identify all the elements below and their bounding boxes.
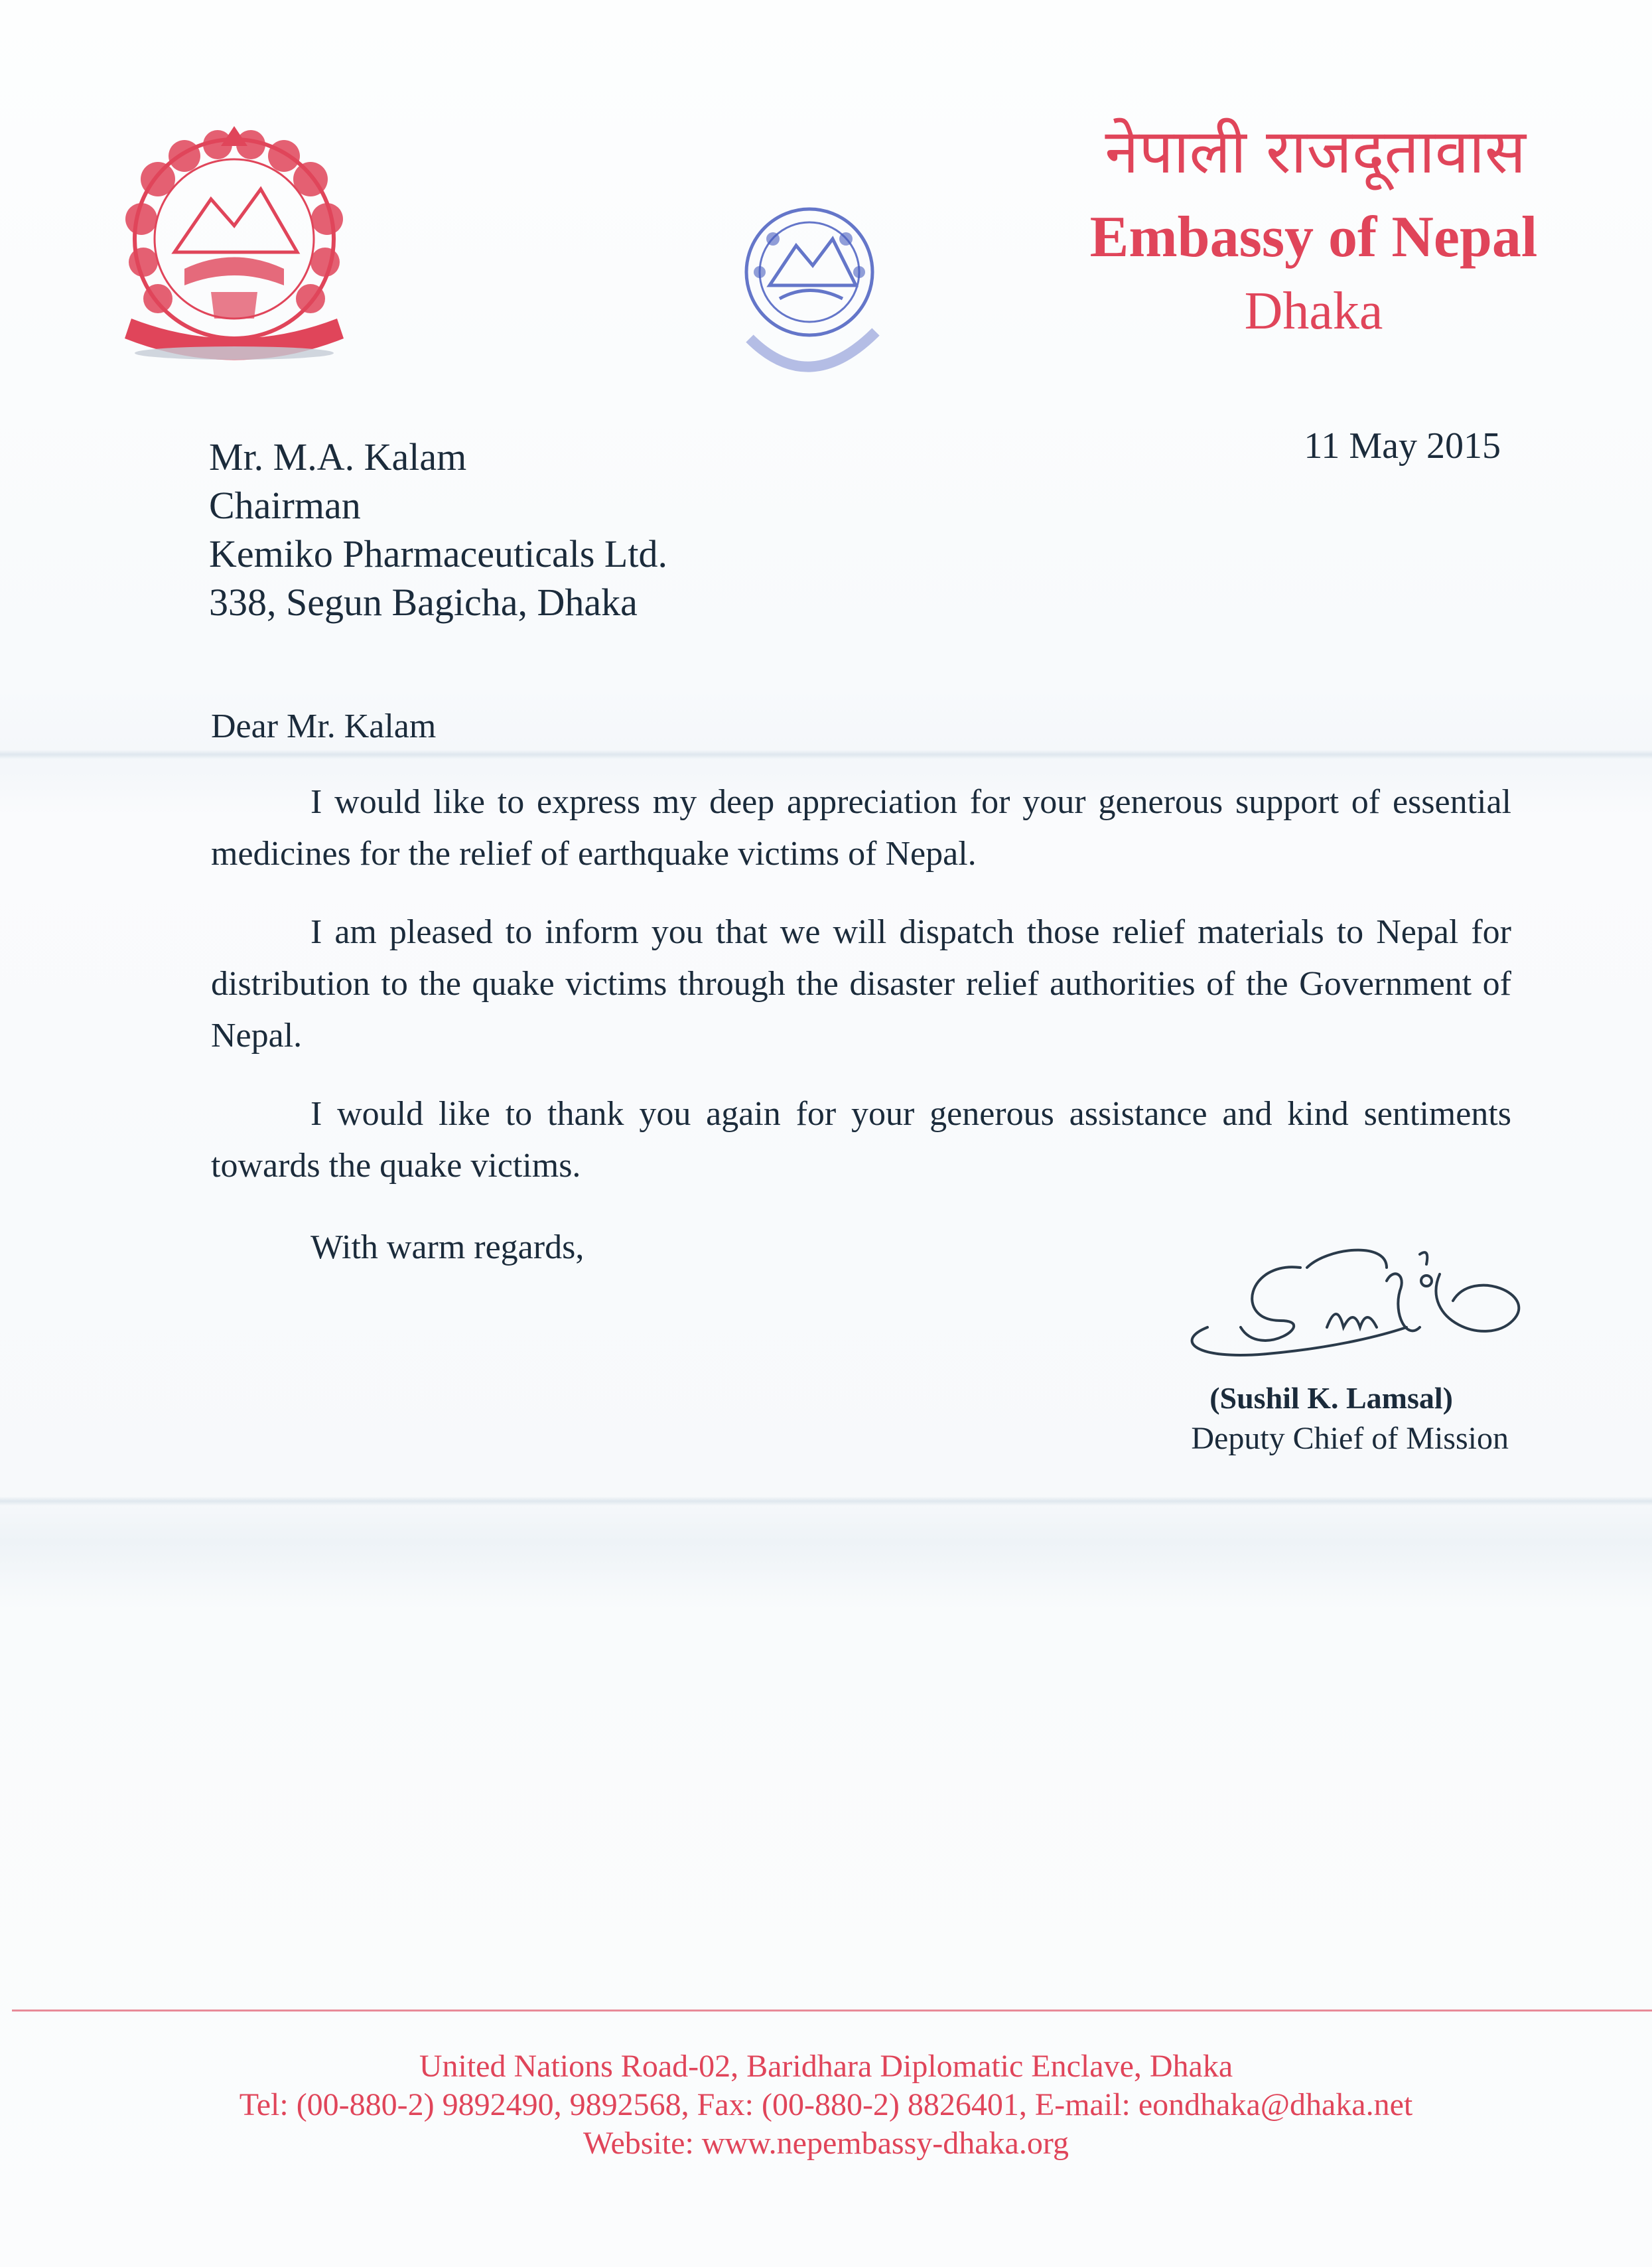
body-paragraph: I would like to thank you again for your generous assistance and kind sentiments towards the quake victims. [211, 1095, 1511, 1185]
recipient-company: Kemiko Pharmaceuticals Ltd. [209, 532, 667, 575]
footer-divider [12, 2010, 1652, 2011]
nepal-coat-of-arms-icon [111, 119, 357, 385]
embassy-city: Dhaka [1244, 282, 1383, 340]
letter-date: 11 May 2015 [1304, 425, 1501, 467]
recipient-title: Chairman [209, 484, 361, 527]
embassy-seal-icon [723, 199, 896, 411]
signer-name: (Sushil K. Lamsal) [1209, 1381, 1453, 1415]
body-paragraph: I am pleased to inform you that we will dispatch those relief materials to Nepal for distribution to the quake victims through the disaster relief authorities of the Government of Nepal. [211, 913, 1511, 1055]
embassy-name-devanagari: नेपाली राजदूतावास [1105, 116, 1526, 187]
closing: With warm regards, [310, 1228, 585, 1266]
body-paragraph: I would like to express my deep appreciation for your generous support of essential medicines for the relief of earthquake victims of Nepal. [211, 783, 1511, 873]
footer-website: Website: www.nepembassy-dhaka.org [583, 2126, 1069, 2161]
recipient-name: Mr. M.A. Kalam [209, 435, 467, 478]
footer-contact: Tel: (00-880-2) 9892490, 9892568, Fax: (00-880-2) 8826401, E-mail: eondhaka@dhaka.net [239, 2087, 1413, 2122]
salutation: Dear Mr. Kalam [211, 707, 437, 745]
handwritten-signature-icon [1168, 1228, 1552, 1387]
paper-fold [0, 750, 1652, 759]
recipient-street: 338, Segun Bagicha, Dhaka [209, 581, 638, 624]
recipient-address-block [209, 433, 667, 626]
paper-fold [0, 1497, 1652, 1506]
letterhead-footer [0, 2047, 1652, 2163]
signer-title: Deputy Chief of Mission [1191, 1421, 1509, 1456]
embassy-name: Embassy of Nepal [1089, 205, 1538, 269]
letter-body [211, 776, 1511, 1218]
footer-address: United Nations Road-02, Baridhara Diplomatic Enclave, Dhaka [419, 2049, 1233, 2084]
